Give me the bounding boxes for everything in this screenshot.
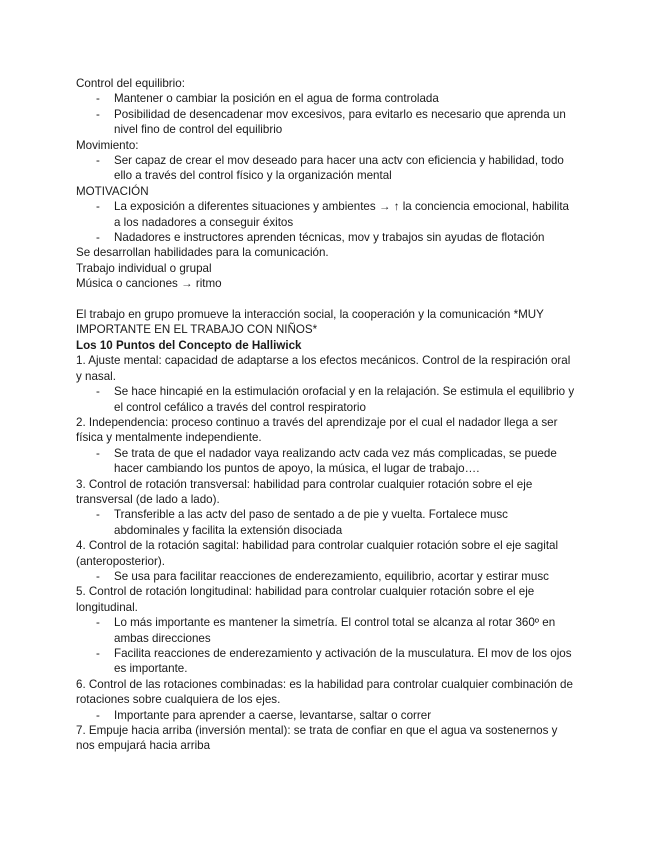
bullet-item: - Posibilidad de desencadenar mov excesivos, para evitarlo es necesario que aprenda un nivel fino de control del equilibrio <box>96 107 566 137</box>
bullet-item: - Facilita reacciones de enderezamiento y activación de la musculatura. El mov de los ojos es importante. <box>96 647 572 676</box>
bullet-item: - Se hace hincapié en la estimulación orofacial y en la relajación. Se estimula el equilibrio y el control cefálico a través del control respiratorio <box>96 385 575 414</box>
section-title-control-equilibrio: Control del equilibrio: <box>76 77 185 90</box>
bullet-item: - Lo más importante es mantener la simetría. El control total se alcanza al rotar 360º en ambas direcciones <box>96 616 556 645</box>
bullet-item: - Se usa para facilitar reacciones de enderezamiento, equilibrio, acortar y estirar musc <box>96 569 549 583</box>
dash-marker: - <box>96 647 100 661</box>
halliwick-point-2: 2. Independencia: proceso continuo a través del aprendizaje por el cual el nadador llega a ser física y mentalmente independiente. <box>76 415 558 445</box>
halliwick-point-6: 6. Control de las rotaciones combinadas: es la habilidad para controlar cualquier combinación de rotaciones sobre cualquiera de los ejes. <box>76 677 573 707</box>
bullet-item: - Transferible a las actv del paso de sentado a de pie y vuelta. Fortalece musc abdominales y facilita la extensión disociada <box>96 508 508 537</box>
dash-marker: - <box>96 154 100 168</box>
dash-marker: - <box>96 92 100 106</box>
bullet-item: - Nadadores e instructores aprenden técnicas, mov y trabajos sin ayudas de flotación <box>96 231 545 245</box>
halliwick-point-1: 1. Ajuste mental: capacidad de adaptarse a los efectos mecánicos. Control de la respiración oral y nasal. <box>76 354 571 383</box>
grupo-paragraph: El trabajo en grupo promueve la interacción social, la cooperación y la comunicación *MUY IMPORTANTE EN EL TRABAJO CON NIÑOS* <box>76 308 544 337</box>
dash-marker: - <box>96 508 100 522</box>
dash-marker: - <box>96 107 100 121</box>
bullet-item: - La exposición a diferentes situaciones y ambientes → ↑ la conciencia emocional, habilita a los nadadores a conseguir éxitos <box>96 200 569 229</box>
document-body <box>76 76 576 754</box>
section-title-motivacion: MOTIVACIÓN <box>76 184 149 198</box>
dash-marker: - <box>96 616 100 630</box>
comunicacion-line: Trabajo individual o grupal <box>76 261 212 275</box>
paragraph-gap <box>76 292 576 307</box>
bullet-item: - Mantener o cambiar la posición en el agua de forma controlada <box>96 92 439 106</box>
dash-marker: - <box>96 446 100 460</box>
dash-marker: - <box>96 569 100 583</box>
dash-marker: - <box>96 385 100 399</box>
dash-marker: - <box>96 200 100 214</box>
halliwick-heading: Los 10 Puntos del Concepto de Halliwick <box>76 338 302 352</box>
comunicacion-line: Se desarrollan habilidades para la comunicación. <box>76 246 329 260</box>
halliwick-point-3: 3. Control de rotación transversal: habilidad para controlar cualquier rotación sobre el eje transversal (de lado a lado). <box>76 477 533 506</box>
bullet-item: - Se trata de que el nadador vaya realizando actv cada vez más complicadas, se puede hacer cambiando los puntos de apoyo, la música, el lugar de trabajo…. <box>96 446 557 476</box>
bullet-item: - Ser capaz de crear el mov deseado para hacer una actv con eficiencia y habilidad, todo ello a través del control físico y la organización mental <box>96 154 564 183</box>
comunicacion-line: Música o canciones → ritmo <box>76 277 222 291</box>
dash-marker: - <box>96 708 100 722</box>
halliwick-point-5: 5. Control de rotación longitudinal: habilidad para controlar cualquier rotación sobre el eje longitudinal. <box>76 585 535 614</box>
halliwick-point-7: 7. Empuje hacia arriba (inversión mental): se trata de confiar en que el agua va sostenernos y nos empujará hacia arriba <box>76 724 558 753</box>
bullet-item: - Importante para aprender a caerse, levantarse, saltar o correr <box>96 708 432 722</box>
halliwick-point-4: 4. Control de la rotación sagital: habilidad para controlar cualquier rotación sobre el eje sagital (anteroposterior). <box>76 539 559 568</box>
dash-marker: - <box>96 231 100 245</box>
section-title-movimiento: Movimiento: <box>76 138 139 152</box>
